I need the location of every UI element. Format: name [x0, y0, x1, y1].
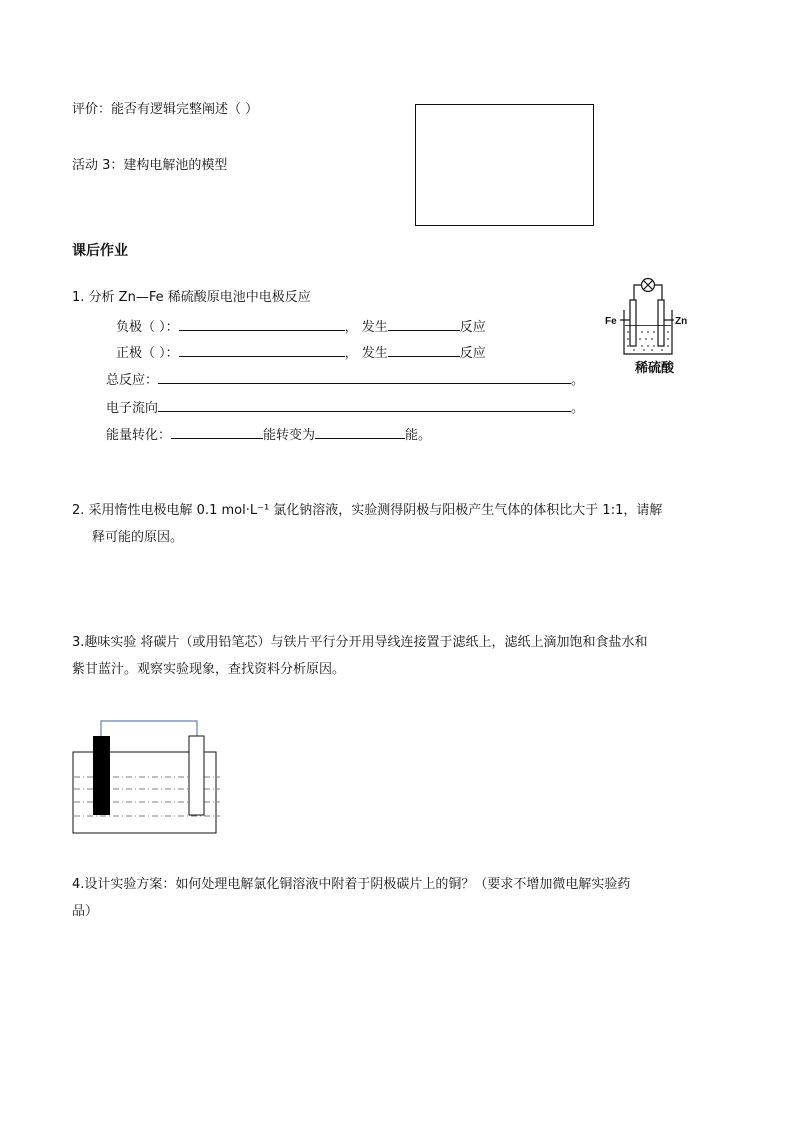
energy-conversion-end: 能。: [405, 428, 432, 443]
q1-energy-line: [106, 424, 431, 445]
fe-electrode: [630, 300, 636, 346]
q4-line1: 4.设计实验方案：如何处理电解氯化铜溶液中附着于阴极碳片上的铜？（要求不增加微电解实验药: [72, 877, 631, 892]
iron-electrode: [189, 736, 204, 815]
negative-electrode-label: 负极（ ）：: [116, 320, 179, 335]
evaluation-line: 评价：能否有逻辑完整阐述（ ）: [72, 102, 259, 117]
q1-title: 1. 分析 Zn—Fe 稀硫酸原电池中电极反应: [72, 290, 311, 305]
dilute-sulfuric-acid-caption: 稀硫酸: [635, 361, 675, 376]
q2-line2: 释可能的原因。: [92, 530, 184, 545]
reaction-word: 反应: [459, 346, 486, 361]
q1-positive-line: [116, 342, 486, 363]
energy-conversion-label: 能量转化：: [106, 428, 172, 443]
energy-conversion-middle: 能转变为: [263, 428, 316, 443]
separator-text: ， 发生: [344, 346, 388, 361]
positive-electrode-answer-blank[interactable]: [179, 342, 345, 357]
carbon-electrode: [93, 736, 110, 815]
zn-label: Zn: [675, 316, 688, 327]
q4-line2: 品）: [72, 904, 99, 919]
model-drawing-box: [415, 104, 594, 226]
energy-to-blank[interactable]: [315, 424, 405, 439]
electron-flow-blank[interactable]: [158, 397, 571, 412]
positive-electrode-label: 正极（ ）：: [116, 346, 179, 361]
positive-reaction-type-blank[interactable]: [388, 342, 460, 357]
negative-reaction-type-blank[interactable]: [388, 316, 460, 331]
energy-from-blank[interactable]: [171, 424, 263, 439]
total-reaction-blank[interactable]: [158, 369, 571, 384]
q3-line1: 3.趣味实验 将碳片（或用铅笔芯）与铁片平行分开用导线连接置于滤纸上，滤纸上滴加饱和食盐水和: [72, 635, 648, 650]
reaction-word: 反应: [459, 320, 486, 335]
q1-electron-flow-line: [106, 397, 584, 418]
q2-line1: 2. 采用惰性电极电解 0.1 mol·L⁻¹ 氯化钠溶液，实验测得阴极与阳极产生气体的体积比大于 1:1，请解: [72, 503, 663, 518]
period-mark: 。: [571, 401, 585, 416]
period-mark: 。: [571, 373, 585, 388]
electron-flow-label: 电子流向: [106, 401, 159, 416]
q3-line2: 紫甘蓝汁。观察实验现象，查找资料分析原因。: [72, 662, 346, 677]
activity-3-heading: 活动 3：建构电解池的模型: [72, 158, 228, 173]
q1-total-reaction-line: [106, 369, 584, 390]
separator-text: ， 发生: [344, 320, 388, 335]
q1-negative-line: [116, 316, 486, 337]
negative-electrode-answer-blank[interactable]: [179, 316, 345, 331]
connecting-wire: [101, 721, 197, 736]
homework-section-title: 课后作业: [72, 243, 128, 259]
zn-electrode: [658, 300, 664, 346]
total-reaction-label: 总反应：: [106, 373, 159, 388]
zn-fe-cell-figure: [600, 272, 700, 380]
carbon-iron-filter-paper-figure: [72, 718, 222, 836]
fe-label: Fe: [605, 316, 617, 327]
